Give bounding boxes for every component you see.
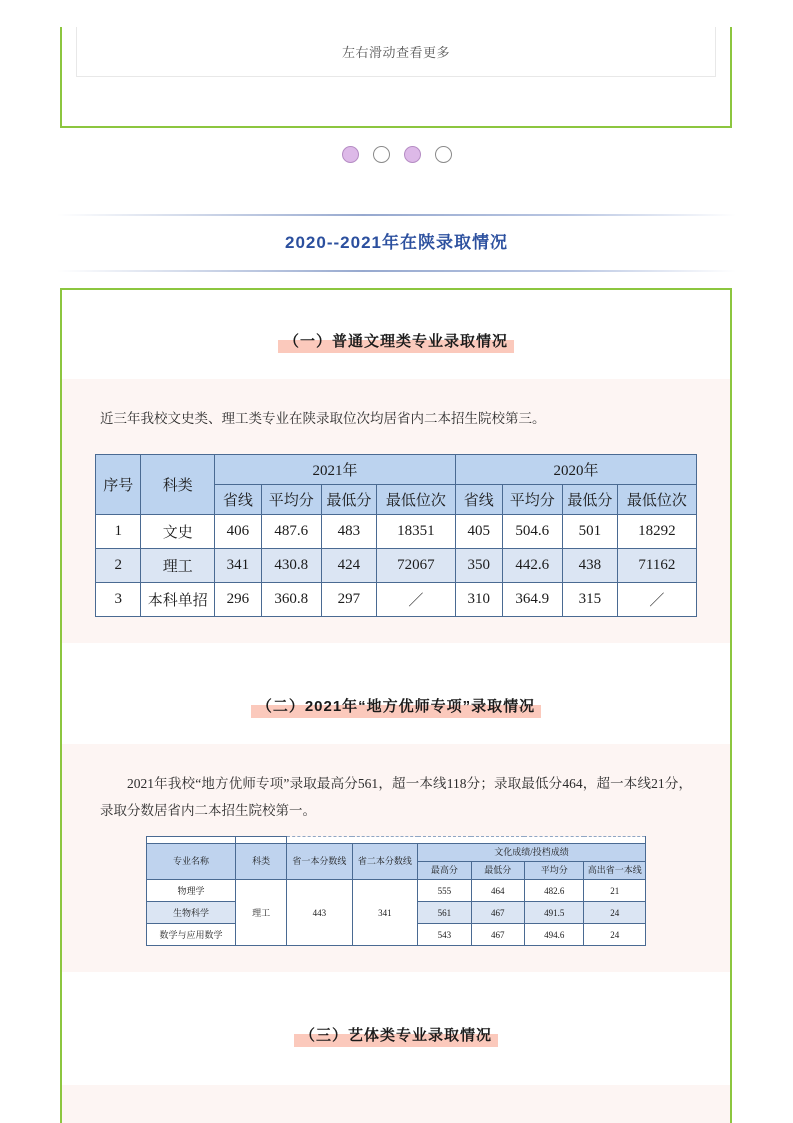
section-two-heading-wrap xyxy=(62,695,730,716)
th-2021-provincial-line: 省线 xyxy=(215,485,262,515)
th-2021-lowest-rank: 最低位次 xyxy=(376,485,455,515)
th-2020-average: 平均分 xyxy=(502,485,562,515)
cell-tier2-line: 341 xyxy=(352,880,418,946)
cell-seq: 3 xyxy=(96,583,141,617)
section-one-paragraph: 近三年我校文史类、理工类专业在陕录取位次均居省内二本招生院校第三。 xyxy=(100,411,546,426)
cell-value: 310 xyxy=(455,583,502,617)
cell-value: 297 xyxy=(321,583,376,617)
section-two-paragraph: 2021年我校“地方优师专项”录取最高分561，超一本线118分；录取最低分464，超一本线21分，录取分数居省内二本招生院校第一。 xyxy=(100,776,692,818)
cell-value: 491.5 xyxy=(524,902,584,924)
carousel-dot-2[interactable] xyxy=(373,146,390,163)
section-one-heading-wrap xyxy=(62,330,730,351)
table-row xyxy=(147,880,646,902)
cell-value: 483 xyxy=(321,515,376,549)
th-year-2020: 2020年 xyxy=(455,455,696,485)
cell-value: 501 xyxy=(562,515,617,549)
carousel-panel xyxy=(60,27,732,128)
th-seq: 序号 xyxy=(96,455,141,515)
th-highest: 最高分 xyxy=(418,862,471,880)
cell-value: 315 xyxy=(562,583,617,617)
cell-value: ／ xyxy=(376,583,455,617)
section-one-block xyxy=(62,379,730,643)
carousel-dot-3[interactable] xyxy=(404,146,421,163)
cell-value: 494.6 xyxy=(524,924,584,946)
carousel-hint-text: 左右滑动查看更多 xyxy=(341,45,450,60)
th-category: 科类 xyxy=(141,455,215,515)
cell-tier1-line: 443 xyxy=(287,880,353,946)
cell-category: 本科单招 xyxy=(141,583,215,617)
th-major: 专业名称 xyxy=(147,844,236,880)
cell-major: 生物科学 xyxy=(147,902,236,924)
cell-value: 24 xyxy=(584,924,646,946)
cell-value: 364.9 xyxy=(502,583,562,617)
cell-value: 482.6 xyxy=(524,880,584,902)
cell-value: 405 xyxy=(455,515,502,549)
table-row-header-top xyxy=(147,844,646,862)
cell-value: 71162 xyxy=(617,549,696,583)
page-title: 2020--2021年在陕录取情况 xyxy=(285,233,508,252)
th-2021-lowest: 最低分 xyxy=(321,485,376,515)
th-category: 科类 xyxy=(236,844,287,880)
cell-value: 18351 xyxy=(376,515,455,549)
cell-value: ／ xyxy=(617,583,696,617)
cell-value: 21 xyxy=(584,880,646,902)
section-two-heading: （二）2021年“地方优师专项”录取情况 xyxy=(251,695,541,716)
cell-value: 18292 xyxy=(617,515,696,549)
cell-value: 341 xyxy=(215,549,262,583)
cell-value: 467 xyxy=(471,902,524,924)
table-general-admission xyxy=(95,454,697,617)
cell-value: 406 xyxy=(215,515,262,549)
cell-value: 504.6 xyxy=(502,515,562,549)
section-three-heading: （三）艺体类专业录取情况 xyxy=(294,1024,498,1045)
carousel-dots xyxy=(0,146,793,163)
th-2020-provincial-line: 省线 xyxy=(455,485,502,515)
th-provincial-tier1-line: 省一本分数线 xyxy=(287,844,353,880)
cell-category: 文史 xyxy=(141,515,215,549)
th-ghost-1 xyxy=(147,837,236,844)
cell-value: 555 xyxy=(418,880,471,902)
article-body xyxy=(60,288,732,1123)
cell-value: 561 xyxy=(418,902,471,924)
cell-value: 424 xyxy=(321,549,376,583)
section-two-block xyxy=(62,744,730,972)
th-above-tier1-line: 高出省一本线 xyxy=(584,862,646,880)
carousel-dot-4[interactable] xyxy=(435,146,452,163)
cell-value: 360.8 xyxy=(261,583,321,617)
th-average: 平均分 xyxy=(524,862,584,880)
cell-category: 理工 xyxy=(236,880,287,946)
th-2020-lowest: 最低分 xyxy=(562,485,617,515)
cell-major: 物理学 xyxy=(147,880,236,902)
section-three-heading-wrap xyxy=(62,1024,730,1045)
cell-major: 数学与应用数学 xyxy=(147,924,236,946)
cell-value: 487.6 xyxy=(261,515,321,549)
cell-value: 543 xyxy=(418,924,471,946)
cell-value: 72067 xyxy=(376,549,455,583)
table-row xyxy=(96,583,697,617)
cell-value: 442.6 xyxy=(502,549,562,583)
table-row xyxy=(96,515,697,549)
table-row-header-top xyxy=(96,455,697,485)
cell-value: 430.8 xyxy=(261,549,321,583)
th-provincial-tier2-line: 省二本分数线 xyxy=(352,844,418,880)
th-ghost-3 xyxy=(287,837,646,844)
cell-value: 438 xyxy=(562,549,617,583)
th-2021-average: 平均分 xyxy=(261,485,321,515)
cell-seq: 1 xyxy=(96,515,141,549)
cell-seq: 2 xyxy=(96,549,141,583)
table-row xyxy=(96,549,697,583)
cell-category: 理工 xyxy=(141,549,215,583)
cell-value: 296 xyxy=(215,583,262,617)
section-title-band xyxy=(0,212,793,274)
th-2020-lowest-rank: 最低位次 xyxy=(617,485,696,515)
th-culture-score-group: 文化成绩/投档成绩 xyxy=(418,844,646,862)
divider-bottom xyxy=(57,270,736,272)
cell-value: 464 xyxy=(471,880,524,902)
table-local-teacher-program xyxy=(146,836,646,946)
th-lowest: 最低分 xyxy=(471,862,524,880)
cell-value: 24 xyxy=(584,902,646,924)
cell-value: 350 xyxy=(455,549,502,583)
cell-value: 467 xyxy=(471,924,524,946)
divider-top xyxy=(57,214,736,216)
section-one-heading: （一）普通文理类专业录取情况 xyxy=(278,330,514,351)
table-row-ghost xyxy=(147,837,646,844)
th-year-2021: 2021年 xyxy=(215,455,456,485)
carousel-scroll-area[interactable] xyxy=(76,27,716,77)
carousel-dot-1[interactable] xyxy=(342,146,359,163)
th-ghost-2 xyxy=(236,837,287,844)
section-three-block xyxy=(62,1085,730,1123)
